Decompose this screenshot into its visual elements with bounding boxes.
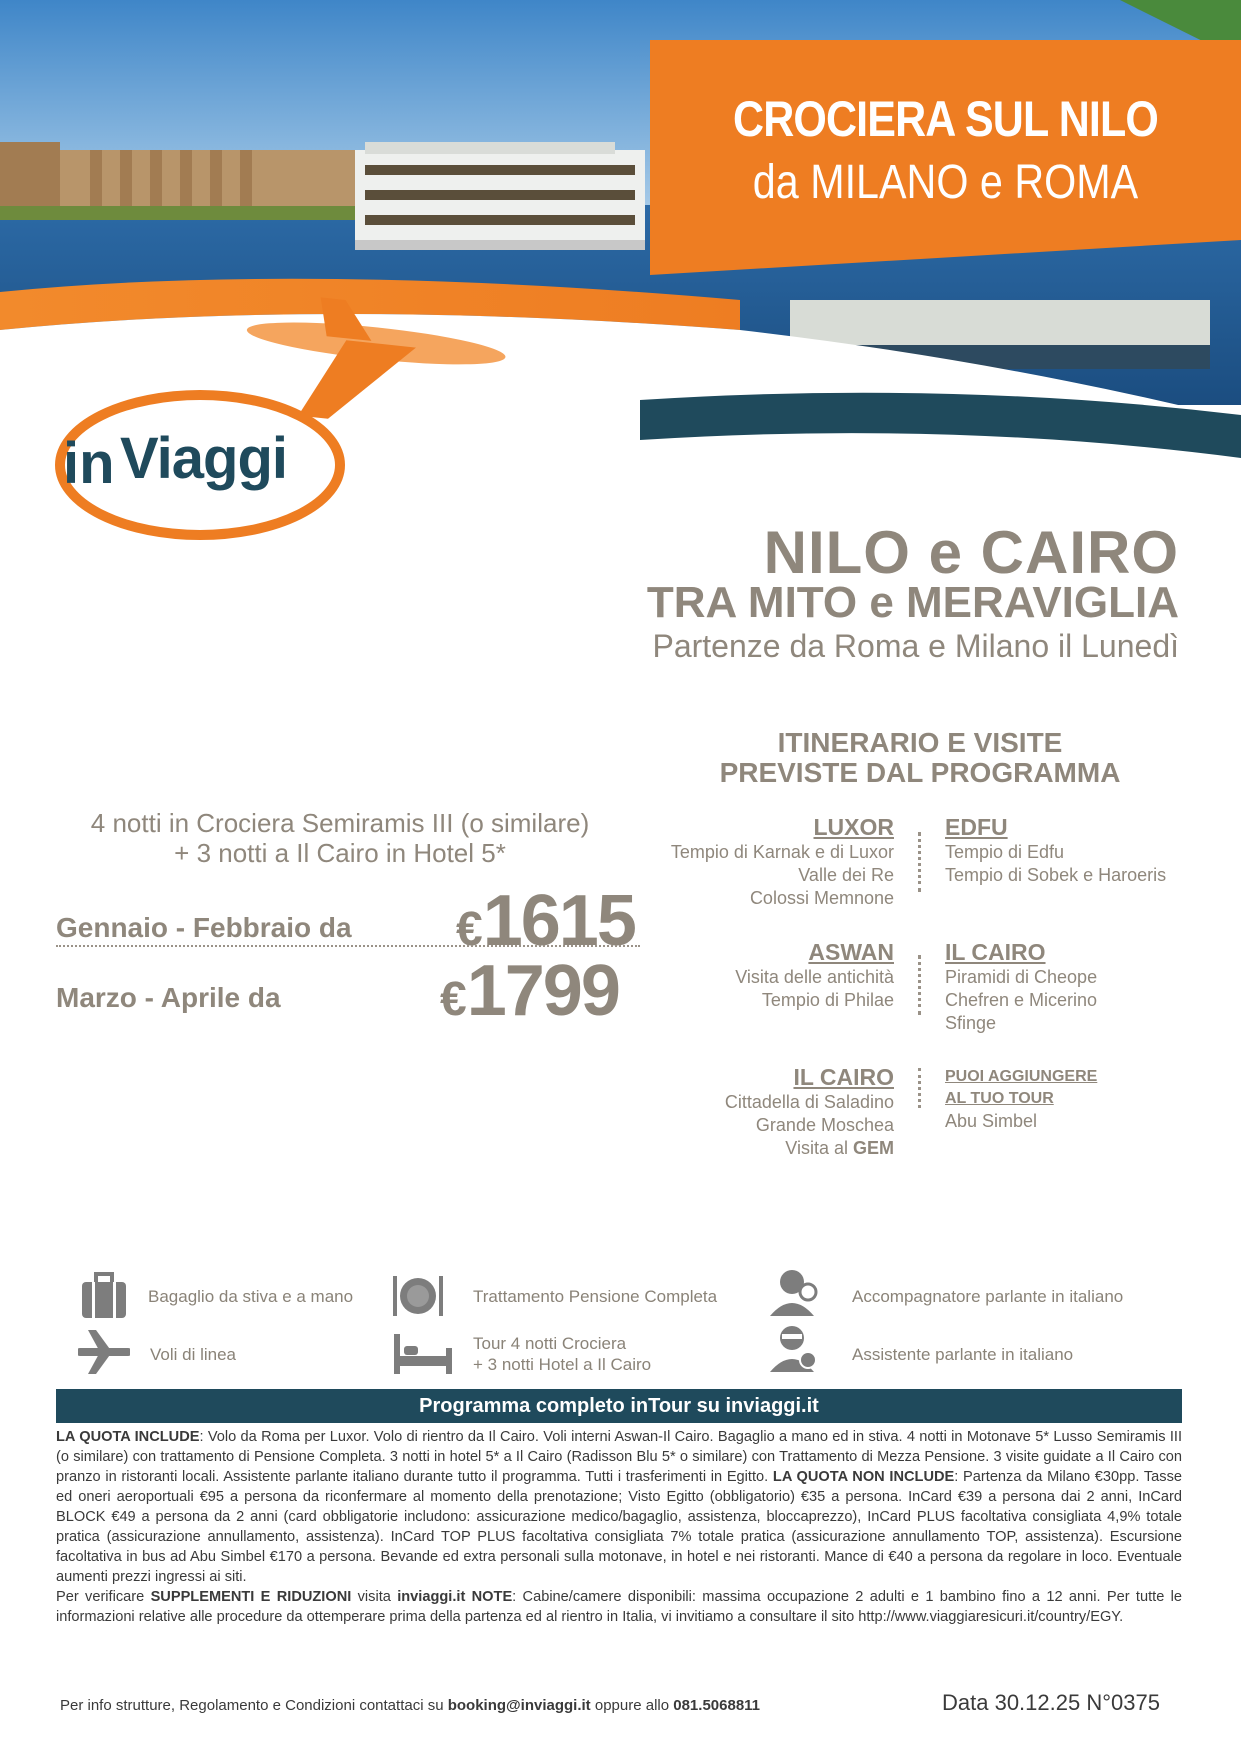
- price-amount: 1799: [466, 951, 619, 1031]
- bed-icon: [392, 1326, 444, 1378]
- extra-title-line1: PUOI AGGIUNGERE: [945, 1068, 1098, 1085]
- title-banner: [650, 40, 1241, 275]
- banner-title: CROCIERA SUL NILO: [733, 91, 1158, 147]
- visit-item-bold: GEM: [852, 1138, 894, 1158]
- service-tour-line2: + 3 notti Hotel a Il Cairo: [473, 1355, 652, 1374]
- include-text: : Volo da Roma per Luxor. Volo di rientro da Il Cairo. Voli interni Aswan-Il Cairo. Bagaglio a mano ed in stiva. 4 notti in Motonave 5* Lusso Semiramis III (o similare) con trattamento di Pensione Completa. 3 notti in hotel 5* a Il Cairo (Radisson Blu 5* o similare) con Trattamento di Mezza Pensione. 3 visite guidate a Il Cairo con pranzo in ristoranti locali. Assistente parlante italiano durante tutto il programma. Tutti i trasferimenti in Egitto.: [56, 1429, 1182, 1485]
- main-subtitle: TRA MITO e MERAVIGLIA: [646, 578, 1179, 627]
- main-title: NILO e CAIRO: [763, 519, 1179, 586]
- visit-item: Sfinge: [945, 1013, 997, 1033]
- city-name: LUXOR: [813, 814, 894, 840]
- offer-line1: 4 notti in Crociera Semiramis III (o similare): [90, 808, 590, 838]
- inviaggi-logo: [55, 385, 345, 540]
- banner-subtitle: da MILANO e ROMA: [752, 156, 1139, 209]
- exclude-label: LA QUOTA NON INCLUDE: [772, 1469, 955, 1485]
- itinerary-cairo-2: [725, 1064, 894, 1160]
- visit-item: [725, 1137, 894, 1160]
- service-board: Trattamento Pensione Completa: [473, 1287, 718, 1306]
- visit-item: Cittadella di Saladino: [724, 1092, 894, 1112]
- price-amount: 1615: [482, 881, 635, 961]
- city-name: ASWAN: [808, 939, 894, 965]
- visit-item: Tempio di Philae: [761, 990, 894, 1010]
- visit-item: Abu Simbel: [945, 1111, 1038, 1131]
- column-separator: [918, 832, 921, 892]
- itinerary-edfu: [945, 814, 1166, 887]
- contact-phone[interactable]: 081.5068811: [673, 1697, 761, 1714]
- offer-description: [55, 808, 625, 868]
- column-separator: [918, 955, 921, 1015]
- itinerary-heading-line2: PREVISTE DAL PROGRAMMA: [719, 757, 1121, 788]
- visit-item-text: Visita al: [785, 1138, 853, 1158]
- departures-text: Partenze da Roma e Milano il Lunedì: [652, 628, 1179, 664]
- dining-icon: [392, 1270, 444, 1322]
- notes-label: NOTE: [465, 1589, 513, 1605]
- exclude-text: : Partenza da Milano €30pp. Tasse ed oneri aeroportuali €95 a persona da riconfermare al momento della prenotazione; Visto Egitto (obbligatorio) €35 a persona. InCard €39 a persona dai 2 anni, InCard BLOCK €49 a persona da 2 anni (card obbligatorie includono: assicurazione medico/bagaglio, assistenza, bloccaprezzo), InCard PLUS facoltativa consigliata 4,9% totale pratica (assicurazione annullamento, assistenza). InCard TOP PLUS facoltativa consigliata 7% totale pratica (assicurazione annullamento TOP, assistenza). Escursione facoltativa in bus ad Abu Simbel €170 a persona. Bevande ed extra personali sulla motonave, in hotel e nei ristoranti. Mance di €40 a persona da regolare in loco. Eventuale aumenti prezzi ingressi ai siti.: [56, 1469, 1182, 1585]
- city-name: IL CAIRO: [945, 939, 1046, 965]
- itinerary-cairo-1: [945, 939, 1097, 1035]
- service-guide: Accompagnatore parlante in italiano: [852, 1287, 1124, 1306]
- price-label-jan-feb: Gennaio - Febbraio da: [56, 912, 352, 943]
- itinerary-luxor: [671, 814, 894, 910]
- visit-item: Grande Moschea: [755, 1115, 894, 1135]
- document-date: Data 30.12.25 N°0375: [942, 1690, 1160, 1715]
- verify-prefix: Per verificare: [56, 1589, 151, 1605]
- service-luggage: Bagaglio da stiva e a mano: [148, 1287, 354, 1306]
- city-name: EDFU: [945, 814, 1008, 840]
- itinerary-extra: [945, 1066, 1097, 1133]
- verify-bold: SUPPLEMENTI E RIDUZIONI: [150, 1589, 352, 1605]
- city-name: IL CAIRO: [793, 1064, 894, 1090]
- terms-text: [56, 1427, 1182, 1627]
- service-flights: Voli di linea: [150, 1345, 237, 1364]
- offer-line2: + 3 notti a Il Cairo in Hotel 5*: [174, 838, 506, 868]
- currency-symbol: €: [456, 903, 483, 956]
- price-mar-apr: [440, 950, 619, 1032]
- assistant-icon: [768, 1322, 820, 1374]
- visit-item: Chefren e Micerino: [945, 990, 1098, 1010]
- visit-item: Valle dei Re: [798, 865, 894, 885]
- include-label: LA QUOTA INCLUDE: [56, 1429, 200, 1445]
- verify-site-link[interactable]: inviaggi.it: [397, 1589, 466, 1605]
- itinerary-heading-line1: ITINERARIO E VISITE: [777, 727, 1063, 758]
- verify-mid: visita: [351, 1589, 398, 1605]
- contact-line: [60, 1697, 760, 1714]
- guide-icon: [768, 1266, 820, 1318]
- extra-title-line2: AL TUO TOUR: [945, 1090, 1054, 1107]
- visit-item: Tempio di Karnak e di Luxor: [670, 842, 894, 862]
- logo-text-in: in: [63, 431, 115, 496]
- visit-item: Piramidi di Cheope: [945, 967, 1098, 987]
- currency-symbol: €: [440, 973, 467, 1026]
- airplane-icon: [78, 1326, 130, 1378]
- visit-item: Tempio di Sobek e Haroeris: [945, 865, 1167, 885]
- price-divider: [56, 945, 640, 947]
- price-label-mar-apr: Marzo - Aprile da: [56, 982, 281, 1013]
- contact-mid: oppure allo: [590, 1697, 674, 1714]
- visit-item: Visita delle antichità: [735, 967, 894, 987]
- itinerary-heading: [640, 728, 1200, 788]
- notes-text: : Cabine/camere disponibili: massima occupazione 2 adulti e 1 bambino fino a 12 anni. Per tutte le informazioni relative alle procedure da ottemperare prima della partenza ed al rientro in Italia, vi invitiamo a consultare il sito http://www.viaggiaresicuri.it/country/EGY.: [56, 1589, 1182, 1625]
- logo-text-viaggi: Viaggi: [120, 426, 287, 491]
- contact-prefix: Per info strutture, Regolamento e Condizioni contattaci su: [60, 1697, 448, 1714]
- contact-email[interactable]: booking@inviaggi.it: [447, 1697, 591, 1714]
- service-assistant: Assistente parlante in italiano: [852, 1345, 1074, 1364]
- program-link-bar[interactable]: Programma completo inTour su inviaggi.it: [56, 1389, 1182, 1423]
- column-separator: [918, 1068, 921, 1108]
- visit-item: Tempio di Edfu: [945, 842, 1065, 862]
- itinerary-aswan: [735, 939, 894, 1012]
- service-tour-line1: Tour 4 notti Crociera: [473, 1334, 627, 1353]
- visit-item: Colossi Memnone: [749, 888, 894, 908]
- luggage-icon: [78, 1270, 130, 1322]
